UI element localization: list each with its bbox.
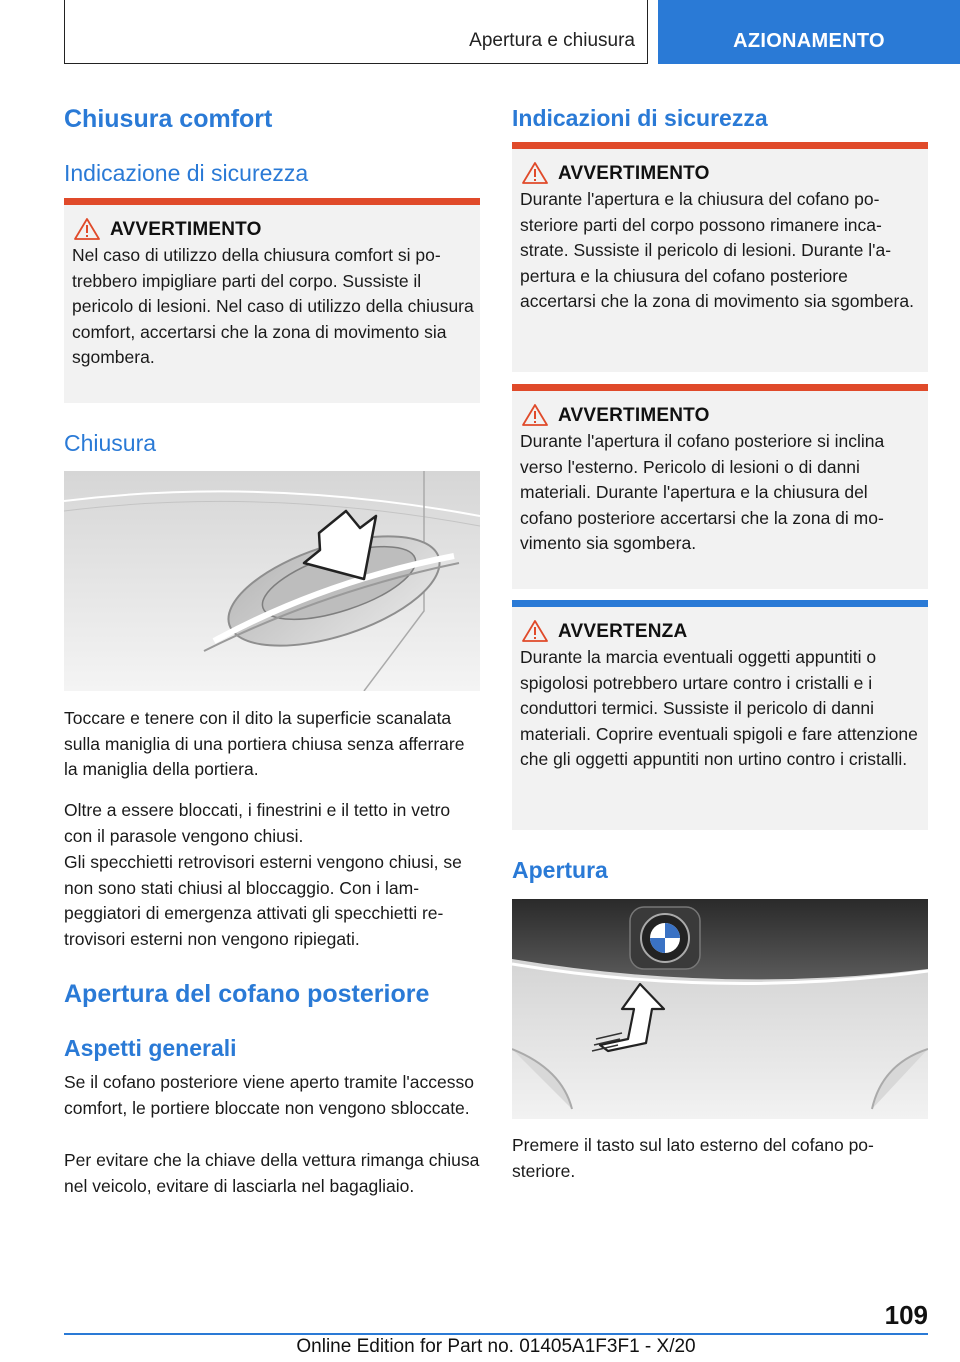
general-text-1: Se il cofano posteriore viene aperto tramite l'accesso comfort, le portiere bloccate non vengono sbloccate. bbox=[64, 1072, 474, 1118]
heading-safety-notes: Indicazioni di sicurezza bbox=[512, 105, 768, 131]
warning-box-2 bbox=[512, 384, 928, 589]
notice-bar bbox=[512, 600, 928, 607]
header-chapter-tab bbox=[658, 0, 960, 64]
warning-header bbox=[64, 205, 480, 240]
warning-text: Durante l'apertura e la chiusura del cofano posteriore parti del corpo possono rimanere incastrate. Sussiste il pericolo di lesioni. Durante l'apertura e la chiusura del cofano posteriore accertarsi che la zona di movimento sia sgombera. bbox=[520, 189, 914, 311]
heading-general: Aspetti generali bbox=[64, 1035, 237, 1061]
heading-comfort-closing: Chiusura comfort bbox=[64, 105, 273, 133]
warning-box-1 bbox=[512, 142, 928, 372]
warning-triangle-icon bbox=[522, 620, 548, 642]
general-text-2: Per evitare che la chiave della vettura rimanga chiusa nel veicolo, evitare di lasciarla nel bagagliaio. bbox=[64, 1150, 480, 1196]
closing-text-1: Toccare e tenere con il dito la superficie scanalata sulla maniglia di una portiera chiusa senza afferrare la maniglia della portiera. bbox=[64, 708, 465, 779]
notice-header bbox=[512, 607, 928, 642]
page-number: 109 bbox=[884, 1300, 928, 1330]
footer-divider bbox=[64, 1333, 928, 1335]
notice-box bbox=[512, 600, 928, 830]
footer-edition: Online Edition for Part no. 01405A1F3F1 - X/20 bbox=[296, 1336, 696, 1357]
warning-title: AVVERTIMENTO bbox=[558, 163, 710, 184]
warning-header bbox=[512, 391, 928, 426]
warning-triangle-icon bbox=[522, 404, 548, 426]
warning-bar bbox=[512, 142, 928, 149]
warning-triangle-icon bbox=[74, 218, 100, 240]
warning-text: Durante l'apertura il cofano posteriore si inclina verso l'esterno. Pericolo di lesioni o di danni materiali. Durante l'apertura e la chiusura del cofano posteriore accertarsi che la zona di movimento sia sgombera. bbox=[520, 431, 885, 553]
warning-bar bbox=[512, 384, 928, 391]
heading-safety-note: Indicazione di sicurezza bbox=[64, 160, 309, 186]
header-section-tab bbox=[64, 0, 648, 64]
warning-box bbox=[64, 198, 480, 403]
door-handle-illustration bbox=[64, 471, 480, 691]
closing-text-2: Oltre a essere bloccati, i finestrini e il tetto in vetro con il parasole vengono chiusi. bbox=[64, 800, 451, 846]
warning-title: AVVERTIMENTO bbox=[558, 405, 710, 426]
trunk-button-illustration bbox=[512, 899, 928, 1119]
header-chapter-label: AZIONAMENTO bbox=[733, 30, 885, 52]
warning-triangle-icon bbox=[522, 162, 548, 184]
warning-bar bbox=[64, 198, 480, 205]
warning-title: AVVERTIMENTO bbox=[110, 219, 262, 240]
heading-trunk-opening: Apertura del cofano posteriore bbox=[64, 980, 430, 1008]
notice-title: AVVERTENZA bbox=[558, 621, 688, 642]
heading-opening: Apertura bbox=[512, 857, 608, 883]
opening-text: Premere il tasto sul lato esterno del cofano posteriore. bbox=[512, 1135, 874, 1181]
closing-text-3: Gli specchietti retrovisori esterni vengono chiusi, se non sono stati chiusi al bloccaggio. Con i lampeggiatori di emergenza attivati gli specchietti retrovisori esterni non vengono ripiegati. bbox=[64, 852, 462, 949]
warning-header bbox=[512, 149, 928, 184]
notice-text: Durante la marcia eventuali oggetti appuntiti o spigolosi potrebbero urtare contro i cristalli e i conduttori termici. Sussiste il pericolo di danni materiali. Coprire eventuali spigoli e fare attenzione che gli oggetti appuntiti non urtino contro i cristalli. bbox=[520, 647, 918, 769]
warning-text: Nel caso di utilizzo della chiusura comfort si potrebbero impigliare parti del corpo. Sussiste il pericolo di lesioni. Nel caso di utilizzo della chiusura comfort, accertarsi che la zona di movimento sia sgombera. bbox=[72, 245, 474, 367]
trunk-button-image bbox=[512, 899, 928, 1119]
door-handle-image bbox=[64, 471, 480, 691]
header-section-label: Apertura e chiusura bbox=[469, 30, 635, 51]
heading-closing: Chiusura bbox=[64, 430, 157, 456]
